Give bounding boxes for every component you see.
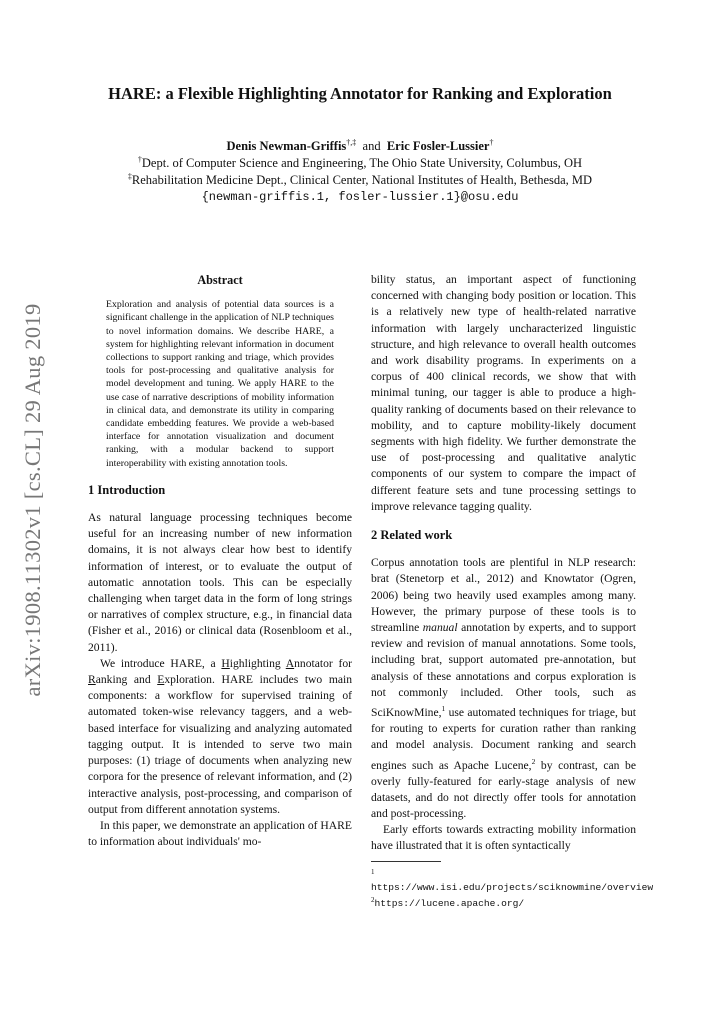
related-work-paragraph-1: Corpus annotation tools are plentiful in NLP research: brat (Stenetorp et al., 2012) and Knowtator (Ogren, 2006) being two heavily used examples among many. However, the primary purpose of these tools is to streamline manual annotation by experts, and to support review and revision of manual annotations. Some tools, including brat, support automated pre-annotation, but analysis of these annotations and corpus exploration is not commonly included. Other tools, such as SciKnowMine,$^1$ use automated techniques for triage, but for routing to experts for curation rather than ranking and model analysis. Document ranking and search engines such as Apache Lucene,$^2$ by contrast, can be overly fully-featured for early-stage analysis of new datasets, and do not directly offer tools for annotation and post-processing. [371, 556, 637, 821]
author-line [60, 138, 660, 154]
author-2-marks: † [489, 138, 494, 147]
author-2: Eric Fosler-Lussier [386, 139, 490, 154]
intro-continuation: bility status, an important aspect of functioning concerned with changing body position or location. This is a relatively new type of health-related narrative information with largely uncharacterized linguistic structure, and high relevance to overall health outcomes and work disability programs. In experiments on a corpus of 400 clinical records, we show that with minimal tuning, our tagger is able to produce a high-quality ranking of documents based on their relevance to mobility, and to capture mobility-likely document segments with high fidelity. We further demonstrate the use of post-processing and qualitative analytic components of our system to compare the impact of different feature sets and tune processing settings to improve relevance tagging quality. [371, 273, 636, 513]
footnote-2-url[interactable]: https://lucene.apache.org/ [374, 898, 525, 909]
affiliation-2-mark: ‡ [127, 172, 132, 181]
left-column [88, 272, 352, 850]
footnote-1-url[interactable]: https://www.isi.edu/projects/sciknowmine/overview [371, 881, 654, 893]
footnote-rule [371, 861, 441, 862]
footnote-1: $^1$ https://www.isi.edu/projects/sciknowmine/overview [371, 867, 654, 893]
intro-paragraph-3: In this paper, we demonstrate an application of HARE to information about individuals' mo- [88, 818, 352, 849]
paper-title: HARE: a Flexible Highlighting Annotator for Ranking and Exploration [108, 84, 612, 103]
affiliation-1 [60, 155, 660, 171]
affiliation-2 [60, 172, 660, 188]
footnote-2: $^2$https://lucene.apache.org/ [371, 895, 525, 909]
intro-paragraph-2: We introduce HARE, a Highlighting Annotator for Ranking and Exploration. HARE includes two main components: a workflow for supervised training of automated token-wise relevancy taggers, and a web-based interface for visualizing and analyzing automated tagging output. It is intended to serve two main purposes: (1) triage of documents when analyzing new corpora for the presence of relevant information, and (2) interactive analysis, post-processing, and comparison of output from different annotation systems. [88, 656, 352, 816]
affiliation-1-text: Dept. of Computer Science and Engineering, The Ohio State University, Columbus, OH [141, 156, 583, 171]
footnote-ref-1[interactable]: 1 [441, 704, 446, 714]
abstract-heading: Abstract [197, 273, 243, 287]
related-work-heading: 2 Related work [371, 528, 453, 543]
related-work-paragraph-2: Early efforts towards extracting mobility information have illustrated that it is often syntactically [371, 823, 636, 853]
arxiv-stamp [18, 300, 48, 700]
author-and: and [362, 139, 381, 154]
author-1-marks: †,‡ [346, 138, 357, 147]
author-1: Denis Newman-Griffis [226, 139, 347, 154]
intro-heading: 1 Introduction [88, 482, 166, 497]
author-emails: {newman-griffis.1, fosler-lussier.1}@osu.edu [201, 190, 519, 204]
affiliation-1-mark: † [137, 155, 142, 164]
intro-paragraph-1: As natural language processing techniques become useful for an increasing number of new information domains, it is not always clear how best to identify information of interest, or to evaluate the output of automatic annotation tools. This can be especially challenging when target data in the form of long strings or narratives of complex structure, e.g., in financial data (Fisher et al., 2016) or clinical data (Rosenbloom et al., 2011). [88, 511, 352, 654]
right-column [371, 272, 654, 910]
footnote-ref-2[interactable]: 2 [531, 756, 536, 766]
abstract-text: Exploration and analysis of potential data sources is a significant challenge in the application of NLP techniques to novel information domains. We describe HARE, a system for highlighting relevant information in document collections to support ranking and triage, which provides tools for post-processing and qualitative analysis for model development and tuning. We apply HARE to the use case of narrative descriptions of mobility information in clinical data, and demonstrate its utility in comparing candidate embedding features. We provide a web-based interface for annotation visualization and document ranking, with a modular backend to support interoperability with existing annotation tools. [106, 299, 334, 469]
arxiv-stamp-text: arXiv:1908.11302v1 [cs.CL] 29 Aug 2019 [20, 303, 45, 697]
affiliation-2-text: Rehabilitation Medicine Dept., Clinical Center, National Institutes of Health, Bethesda, MD [131, 173, 593, 188]
